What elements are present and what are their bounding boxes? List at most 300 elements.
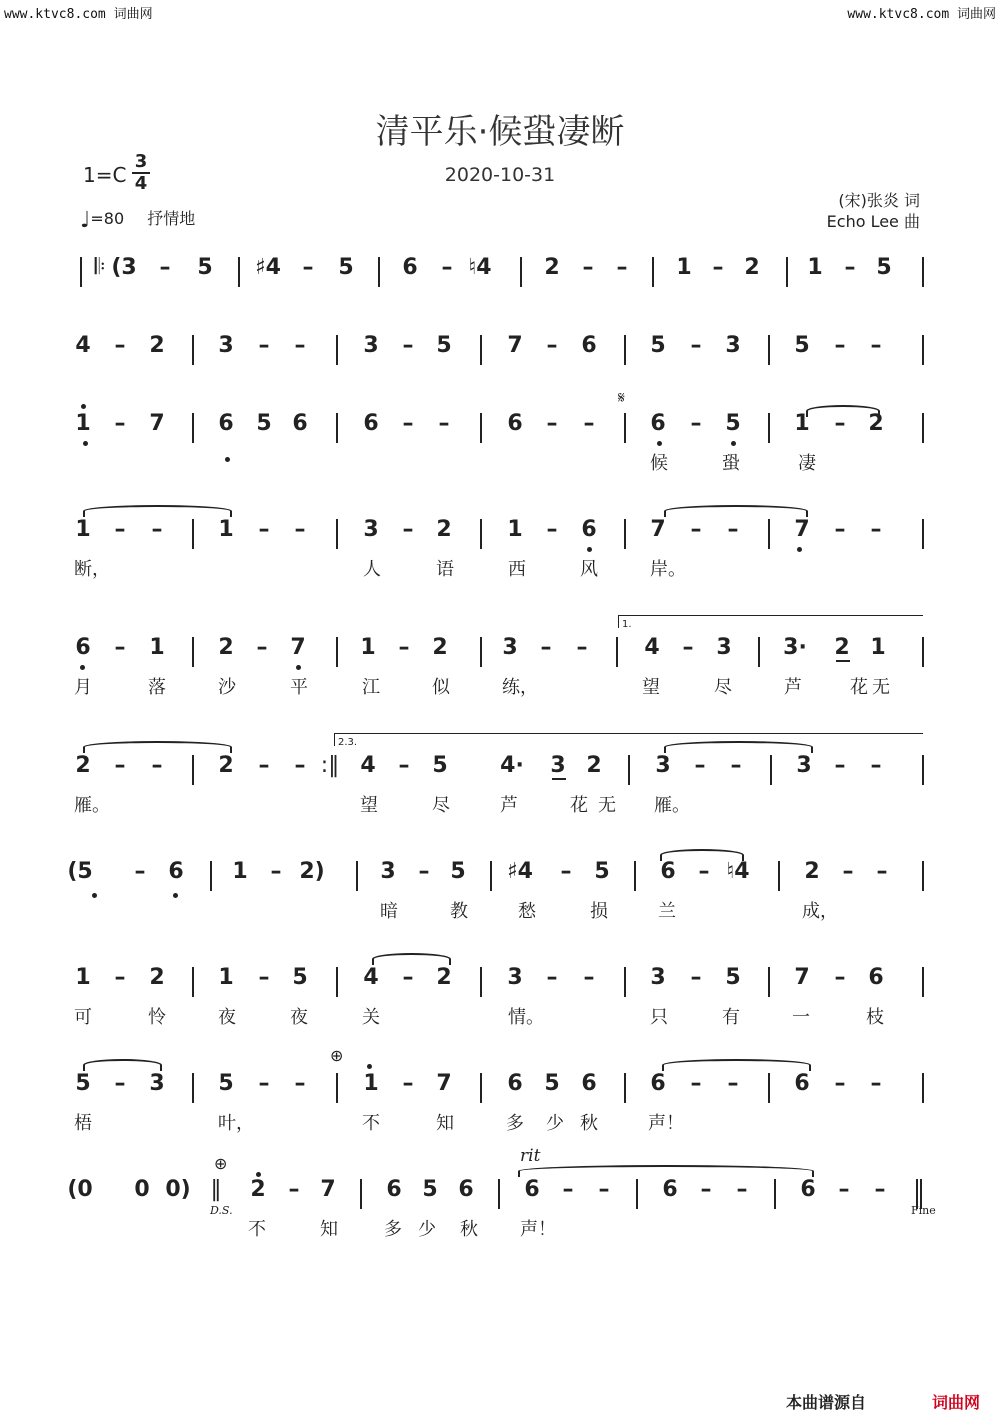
note: 2 xyxy=(436,965,452,990)
note: 5 xyxy=(432,753,448,778)
note-dash: – xyxy=(256,635,268,660)
note-dash: – xyxy=(690,411,702,436)
lyric-syllable: 望 xyxy=(360,795,378,816)
lyric-syllable: 只 xyxy=(650,1007,668,1028)
tie-slur xyxy=(372,953,451,965)
octave-dot xyxy=(657,441,662,446)
barline xyxy=(480,413,482,443)
lyric-syllable: 芦 xyxy=(784,677,802,698)
note: 1 xyxy=(218,965,234,990)
note: 2 xyxy=(432,635,448,660)
tie-slur xyxy=(83,505,232,517)
note: 3 xyxy=(725,333,741,358)
tie-slur xyxy=(518,1165,814,1177)
lyricist-credit: (宋)张炎 词 xyxy=(838,191,920,210)
barline xyxy=(192,1073,194,1103)
note: 1 xyxy=(794,411,810,436)
note-dash: – xyxy=(402,1071,414,1096)
beam-underline xyxy=(552,778,566,780)
note-dash: – xyxy=(114,635,126,660)
lyric-syllable: 教 xyxy=(450,901,468,922)
note: 7 xyxy=(507,333,523,358)
note: 6 xyxy=(800,1177,816,1202)
octave-dot xyxy=(367,1064,372,1069)
rit-marking: rit xyxy=(520,1146,541,1166)
note: 3 xyxy=(363,517,379,542)
octave-dot xyxy=(587,547,592,552)
note: 7 xyxy=(650,517,666,542)
note-dash: – xyxy=(288,1177,300,1202)
lyric-syllable: 花 xyxy=(570,795,588,816)
note-dash: – xyxy=(258,965,270,990)
note-dash: – xyxy=(402,517,414,542)
barline xyxy=(192,335,194,365)
note: 2 xyxy=(149,965,165,990)
note: 1 xyxy=(75,965,91,990)
note: 1 xyxy=(75,411,91,436)
lyric-syllable: 花 xyxy=(850,677,868,698)
note-dash: – xyxy=(870,1071,882,1096)
note: ♮4 xyxy=(468,255,492,280)
barline xyxy=(922,967,924,997)
note-dash: – xyxy=(576,635,588,660)
barline xyxy=(336,1073,338,1103)
note-dash: – xyxy=(834,333,846,358)
tempo-marking xyxy=(80,206,195,233)
note-dash: – xyxy=(834,517,846,542)
note-dash: – xyxy=(562,1177,574,1202)
note-dash: – xyxy=(690,517,702,542)
barline xyxy=(652,257,654,287)
lyric-syllable: 少 xyxy=(546,1113,564,1134)
tie-slur xyxy=(660,849,744,861)
tie-slur xyxy=(83,1059,162,1071)
footer-source: 本曲谱源自 xyxy=(786,1393,867,1412)
note: 7 xyxy=(794,965,810,990)
note: 5 xyxy=(544,1071,560,1096)
note: 6 xyxy=(581,1071,597,1096)
note: 2 xyxy=(218,753,234,778)
note: 6 xyxy=(650,411,666,436)
note: 1 xyxy=(149,635,165,660)
octave-dot xyxy=(225,457,230,462)
octave-dot xyxy=(256,1172,261,1177)
note: 2 xyxy=(75,753,91,778)
note-dash: – xyxy=(700,1177,712,1202)
note-dash: – xyxy=(418,859,430,884)
note-dash: – xyxy=(114,411,126,436)
note: 7 xyxy=(149,411,165,436)
lyric-syllable: 梧 xyxy=(74,1113,92,1134)
note: 6 xyxy=(662,1177,678,1202)
tie-slur xyxy=(664,505,808,517)
note: 5 xyxy=(197,255,213,280)
lyric-syllable: 可 xyxy=(74,1007,92,1028)
barline xyxy=(192,413,194,443)
note-dash: – xyxy=(151,517,163,542)
note: 6 xyxy=(524,1177,540,1202)
lyric-syllable: 秋 xyxy=(460,1219,478,1240)
barline xyxy=(768,413,770,443)
lyric-syllable: 秋 xyxy=(580,1113,598,1134)
key-signature: 1=C xyxy=(83,163,127,187)
note-dash: – xyxy=(874,1177,886,1202)
lyric-syllable: 少 xyxy=(418,1219,436,1240)
note: 6 xyxy=(660,859,676,884)
barline xyxy=(768,335,770,365)
tie-slur xyxy=(662,1059,811,1071)
barline xyxy=(480,1073,482,1103)
lyric-syllable: 情。 xyxy=(508,1007,544,1028)
note: 1 xyxy=(507,517,523,542)
note: 1 xyxy=(363,1071,379,1096)
note-dash: – xyxy=(540,635,552,660)
lyric-syllable: 西 xyxy=(508,559,526,580)
song-title: 清平乐·候蛩凄断 xyxy=(375,112,625,152)
barline xyxy=(616,637,618,667)
note-dash: – xyxy=(294,333,306,358)
note: 7 xyxy=(794,517,810,542)
watermark-left: www.ktvc8.com 词曲网 xyxy=(4,7,153,22)
note: 5 xyxy=(338,255,354,280)
note: 3 xyxy=(796,753,812,778)
note-dash: – xyxy=(870,517,882,542)
barline xyxy=(778,861,780,891)
note-dash: – xyxy=(294,753,306,778)
lyric-syllable: 关 xyxy=(362,1007,380,1028)
tie-slur xyxy=(83,741,232,753)
note-dash: – xyxy=(114,965,126,990)
note-dash: – xyxy=(438,411,450,436)
note: 6 xyxy=(650,1071,666,1096)
note-dash: – xyxy=(834,1071,846,1096)
note: 6 xyxy=(458,1177,474,1202)
note: 5 xyxy=(794,333,810,358)
barline xyxy=(922,637,924,667)
note: 2) xyxy=(299,859,325,884)
volta-bracket-2 xyxy=(334,733,923,746)
note: 5 xyxy=(256,411,272,436)
note-dash: – xyxy=(842,859,854,884)
note: 4· xyxy=(500,753,524,778)
barline xyxy=(922,1073,924,1103)
note: 5 xyxy=(594,859,610,884)
lyric-syllable: 月 xyxy=(74,677,92,698)
note-dash: – xyxy=(694,753,706,778)
octave-dot xyxy=(797,547,802,552)
note: 5 xyxy=(422,1177,438,1202)
note: 5 xyxy=(436,333,452,358)
lyric-syllable: 声！ xyxy=(520,1219,556,1240)
lyric-syllable: 暗 xyxy=(380,901,398,922)
note: 3 xyxy=(655,753,671,778)
lyric-syllable: 声！ xyxy=(648,1113,684,1134)
lyric-syllable: 有 xyxy=(722,1007,740,1028)
barline xyxy=(192,967,194,997)
note-dash: – xyxy=(682,635,694,660)
note-dash: – xyxy=(838,1177,850,1202)
lyric-syllable: 不 xyxy=(248,1219,266,1240)
note-dash: – xyxy=(876,859,888,884)
note-dash: – xyxy=(151,753,163,778)
note: 3 xyxy=(507,965,523,990)
coda-icon: ⊕ xyxy=(330,1046,344,1065)
barline xyxy=(336,967,338,997)
barline xyxy=(922,257,924,287)
note-dash: – xyxy=(582,255,594,280)
note-dash: – xyxy=(834,753,846,778)
note: 5 xyxy=(450,859,466,884)
note: 3 xyxy=(218,333,234,358)
barline xyxy=(336,519,338,549)
ds-marking: D.S. xyxy=(210,1204,233,1217)
note-dash: – xyxy=(844,255,856,280)
beam-underline xyxy=(836,660,850,662)
volta-1-label: 1. xyxy=(622,619,632,630)
note-dash: – xyxy=(114,517,126,542)
barline xyxy=(922,413,924,443)
note: 2 xyxy=(804,859,820,884)
note: ♮4 xyxy=(726,859,750,884)
barline xyxy=(628,755,630,785)
note-dash: – xyxy=(727,1071,739,1096)
note: 2 xyxy=(149,333,165,358)
barline xyxy=(480,519,482,549)
barline xyxy=(786,257,788,287)
note-dash: – xyxy=(402,333,414,358)
barline xyxy=(238,257,240,287)
note: 6 xyxy=(75,635,91,660)
note: 2 xyxy=(744,255,760,280)
note-dash: – xyxy=(258,753,270,778)
barline xyxy=(624,335,626,365)
note-dash: – xyxy=(441,255,453,280)
note-dash: – xyxy=(302,255,314,280)
note: 5 xyxy=(725,965,741,990)
note-dash: – xyxy=(294,1071,306,1096)
note: 7 xyxy=(436,1071,452,1096)
note: 5 xyxy=(876,255,892,280)
barline xyxy=(922,335,924,365)
note: ‖ xyxy=(210,1177,222,1202)
lyric-syllable: 雁。 xyxy=(74,795,110,816)
barline xyxy=(768,519,770,549)
note-dash: – xyxy=(560,859,572,884)
note-dash: – xyxy=(546,333,558,358)
lyric-syllable: 江 xyxy=(362,677,380,698)
repeat-start-barline xyxy=(80,257,82,287)
lyric-syllable: 人 xyxy=(363,559,381,580)
note: 5 xyxy=(218,1071,234,1096)
barline xyxy=(624,413,626,443)
note: 3 xyxy=(716,635,732,660)
note: 5 xyxy=(75,1071,91,1096)
note: 3· xyxy=(783,635,807,660)
lyric-syllable: 练， xyxy=(502,677,538,698)
lyric-syllable: 雁。 xyxy=(654,795,690,816)
note: 2 xyxy=(544,255,560,280)
note-dash: – xyxy=(834,411,846,436)
barline xyxy=(758,637,760,667)
octave-dot xyxy=(296,665,301,670)
barline xyxy=(356,861,358,891)
note-dash: – xyxy=(294,517,306,542)
lyric-syllable: 落 xyxy=(148,677,166,698)
note-dash: – xyxy=(546,517,558,542)
footer-site: 词曲网 xyxy=(932,1393,981,1412)
note: 6 xyxy=(292,411,308,436)
note-dash: – xyxy=(698,859,710,884)
note: 3 xyxy=(149,1071,165,1096)
octave-dot xyxy=(81,404,86,409)
lyric-syllable: 多 xyxy=(384,1219,402,1240)
note: 6 xyxy=(386,1177,402,1202)
note: 0 xyxy=(134,1177,150,1202)
barline xyxy=(490,861,492,891)
lyric-syllable: 断， xyxy=(74,559,110,580)
lyric-syllable: 平 xyxy=(290,677,308,698)
lyric-syllable: 望 xyxy=(642,677,660,698)
note-dash: – xyxy=(398,753,410,778)
note: 2 xyxy=(868,411,884,436)
composer-credit: Echo Lee 曲 xyxy=(826,212,920,231)
note-dash: – xyxy=(114,1071,126,1096)
note-dash: – xyxy=(546,965,558,990)
barline xyxy=(360,1179,362,1209)
lyric-syllable: 不 xyxy=(362,1113,380,1134)
note: 6 xyxy=(507,411,523,436)
barline xyxy=(192,755,194,785)
note: 6 xyxy=(168,859,184,884)
note-dash: – xyxy=(870,333,882,358)
barline xyxy=(336,413,338,443)
note-dash: – xyxy=(258,517,270,542)
barline xyxy=(768,967,770,997)
time-signature-bottom: 4 xyxy=(132,172,150,194)
segno-icon: 𝄋 xyxy=(618,388,625,407)
note-dash: – xyxy=(134,859,146,884)
note-dash: – xyxy=(270,859,282,884)
lyric-syllable: 多 xyxy=(506,1113,524,1134)
lyric-syllable: 怜 xyxy=(148,1007,166,1028)
barline xyxy=(480,967,482,997)
lyric-syllable: 蛩 xyxy=(722,453,740,474)
note-dash: – xyxy=(398,635,410,660)
note-dash: – xyxy=(736,1177,748,1202)
note-dash: – xyxy=(114,753,126,778)
barline xyxy=(378,257,380,287)
lyric-syllable: 沙 xyxy=(218,677,236,698)
note: 2 xyxy=(834,635,850,660)
note-dash: – xyxy=(712,255,724,280)
barline xyxy=(636,1179,638,1209)
barline xyxy=(922,519,924,549)
note: 6 xyxy=(507,1071,523,1096)
lyric-syllable: 愁 xyxy=(518,901,536,922)
tie-slur xyxy=(806,405,880,417)
barline xyxy=(624,519,626,549)
note: 2 xyxy=(250,1177,266,1202)
fine-marking: Fine xyxy=(911,1204,936,1217)
note-dash: – xyxy=(690,965,702,990)
note-dash: – xyxy=(730,753,742,778)
note: 1 xyxy=(676,255,692,280)
note: 4 xyxy=(75,333,91,358)
barline xyxy=(774,1179,776,1209)
lyric-syllable: 枝 xyxy=(866,1007,884,1028)
note: 1 xyxy=(807,255,823,280)
note: 3 xyxy=(650,965,666,990)
note: 3 xyxy=(550,753,566,778)
note: 7 xyxy=(290,635,306,660)
note-dash: – xyxy=(402,965,414,990)
lyric-syllable: 尽 xyxy=(432,795,450,816)
expression-text: 抒情地 xyxy=(147,209,196,228)
lyric-syllable: 无 xyxy=(872,677,890,698)
note: :‖ xyxy=(320,753,340,778)
note-dash: – xyxy=(258,1071,270,1096)
barline xyxy=(210,861,212,891)
lyric-syllable: 知 xyxy=(320,1219,338,1240)
note-dash: – xyxy=(727,517,739,542)
note-dash: – xyxy=(616,255,628,280)
barline xyxy=(498,1179,500,1209)
note-dash: – xyxy=(402,411,414,436)
date: 2020-10-31 xyxy=(444,164,556,186)
barline xyxy=(480,637,482,667)
coda-icon: ⊕ xyxy=(214,1154,228,1173)
time-signature-top: 3 xyxy=(134,151,148,172)
note-dash: – xyxy=(546,411,558,436)
note: (0 xyxy=(67,1177,93,1202)
note: (5 xyxy=(67,859,93,884)
note: 6 xyxy=(218,411,234,436)
lyric-syllable: 夜 xyxy=(290,1007,308,1028)
lyric-syllable: 兰 xyxy=(658,901,676,922)
barline xyxy=(922,755,924,785)
note-dash: – xyxy=(598,1177,610,1202)
octave-dot xyxy=(80,665,85,670)
note: 7 xyxy=(320,1177,336,1202)
octave-dot xyxy=(173,893,178,898)
lyric-syllable: 尽 xyxy=(714,677,732,698)
barline xyxy=(192,519,194,549)
note: ♯4 xyxy=(507,859,533,884)
octave-dot xyxy=(83,441,88,446)
note: 6 xyxy=(363,411,379,436)
note-dash: – xyxy=(870,753,882,778)
barline xyxy=(768,1073,770,1103)
note: 4 xyxy=(644,635,660,660)
note: 2 xyxy=(586,753,602,778)
octave-dot xyxy=(92,893,97,898)
note: 1 xyxy=(360,635,376,660)
time-signature xyxy=(132,152,150,194)
note: 5 xyxy=(292,965,308,990)
lyric-syllable: 风 xyxy=(580,559,598,580)
tempo-value: =80 xyxy=(90,209,125,228)
barline xyxy=(624,1073,626,1103)
note: 5 xyxy=(725,411,741,436)
note: 1 xyxy=(75,517,91,542)
lyric-syllable: 芦 xyxy=(500,795,518,816)
barline xyxy=(770,755,772,785)
note: 3 xyxy=(502,635,518,660)
note: (3 xyxy=(111,255,137,280)
lyric-syllable: 候 xyxy=(650,453,668,474)
barline xyxy=(520,257,522,287)
lyric-syllable: 夜 xyxy=(218,1007,236,1028)
